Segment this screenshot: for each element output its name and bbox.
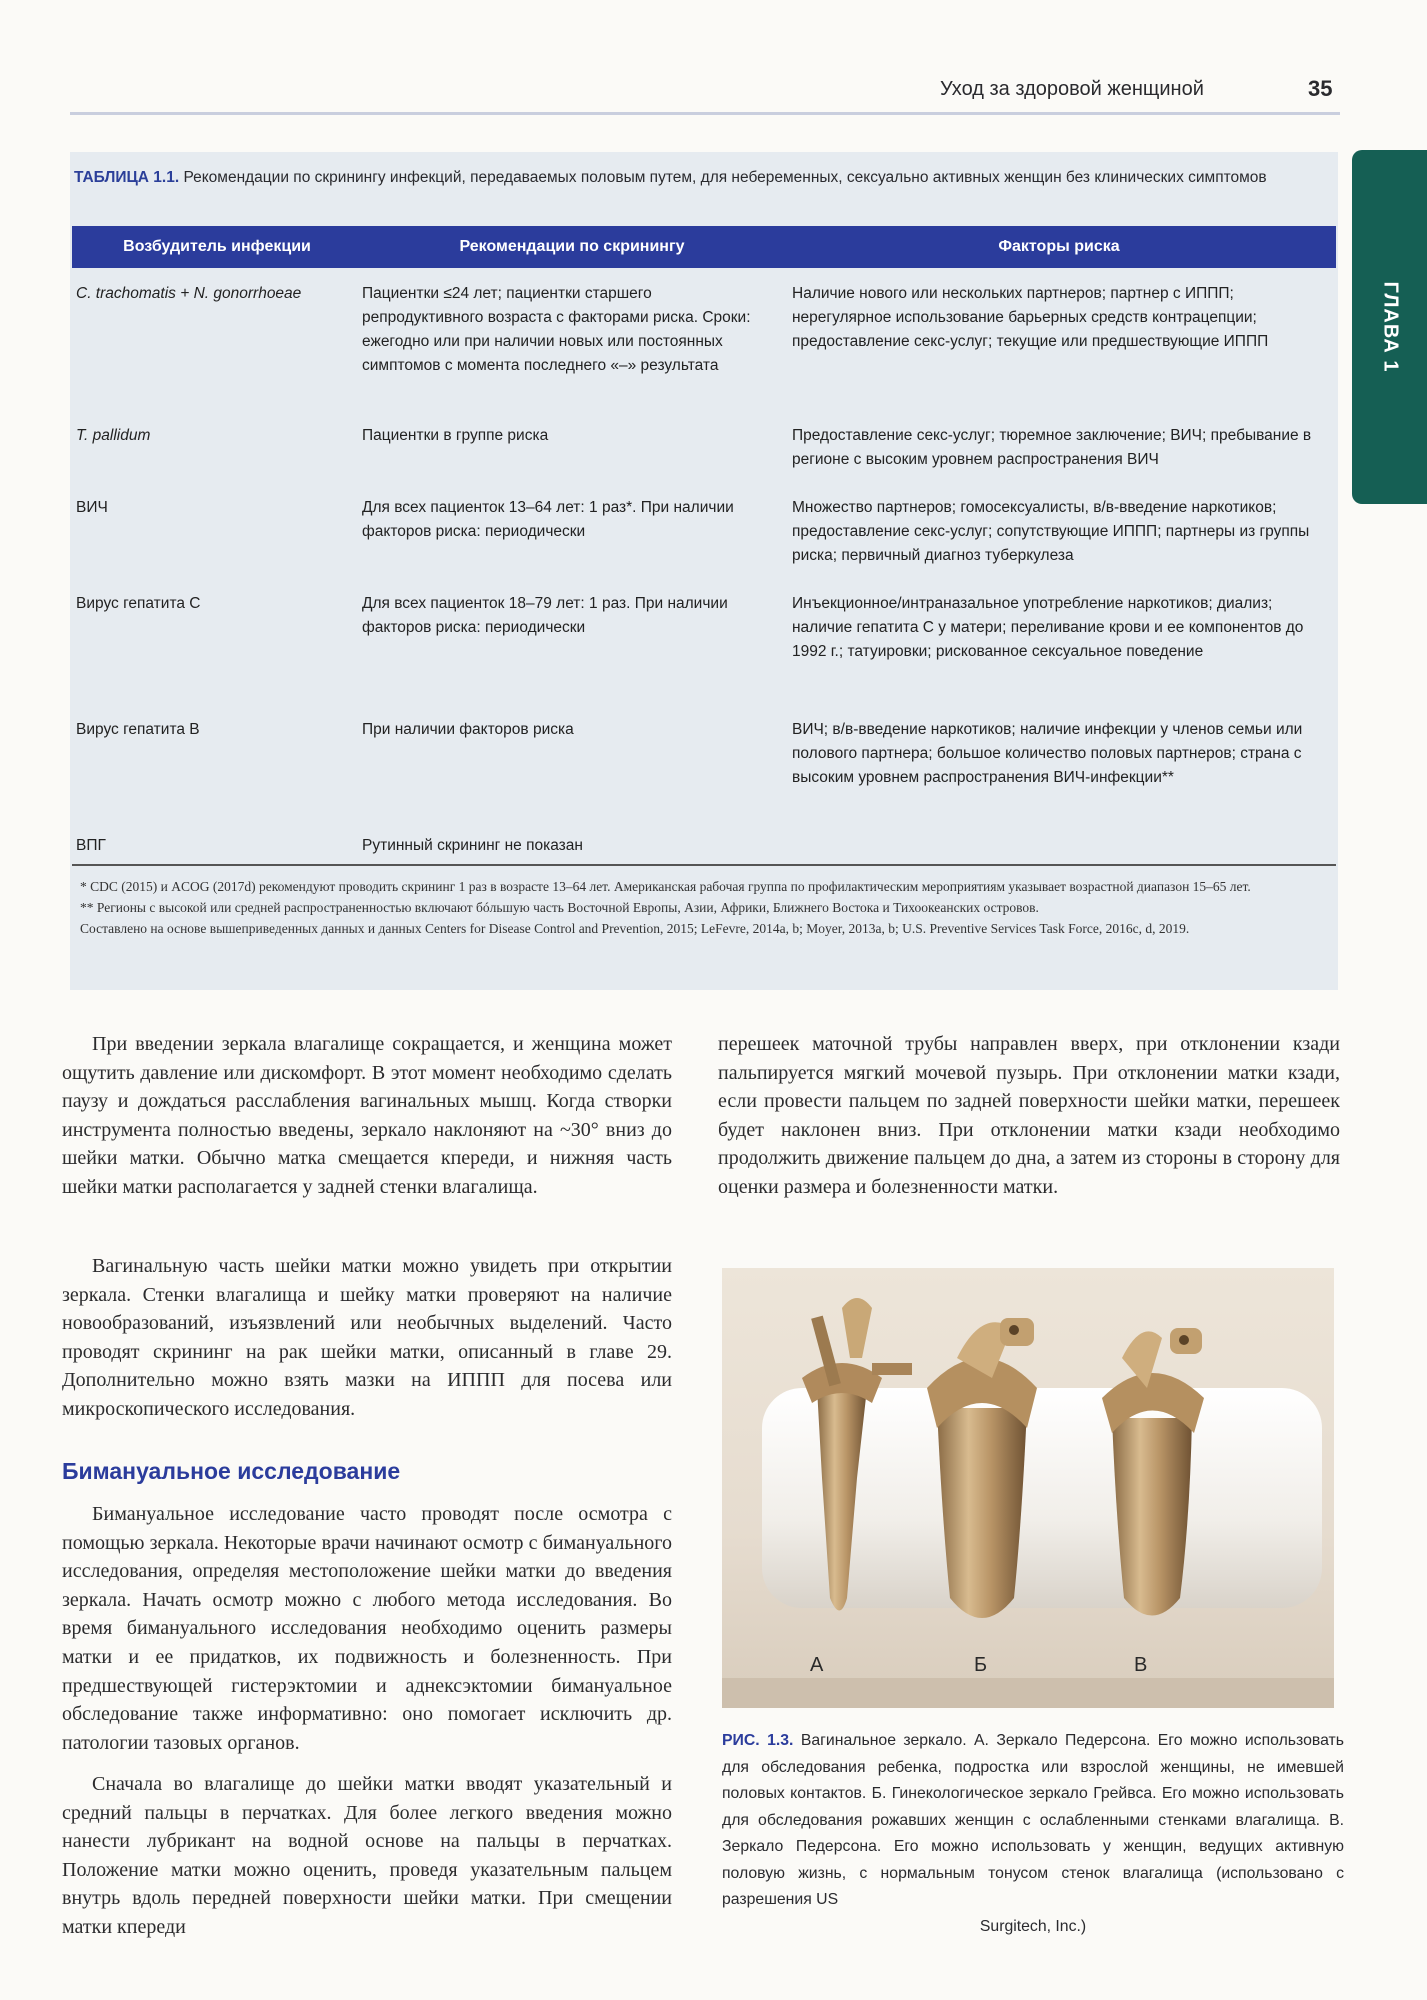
figure-caption-text: Вагинальное зеркало. А. Зеркало Педерсона. Его можно использовать для обследования ребенка, подростка или взрослой женщины, не имевшей половых контактов. Б. Гинекологическое зеркало Грейвса. Его можно использовать для обследования рожавших женщин с ослабленными стенками влагалища. В. Зеркало Педерсона. Его можно использовать у женщин, ведущих активную половую жизнь, с нормальным тонусом стенок влагалища (использовано с разрешения US (722, 1732, 1344, 1908)
table-cell-agent: C. trachomatis + N. gonorrhoeae (76, 285, 302, 302)
figure-label-c: В (1134, 1654, 1148, 1676)
table-cell-agent: ВПГ (76, 837, 106, 854)
table-cell-risk: ВИЧ; в/в-введение наркотиков; наличие инфекции у членов семьи или полового партнера; большое количество половых партнеров; страна с высоким уровнем распространения ВИЧ-инфекции** (792, 721, 1303, 786)
table-bottom-rule (72, 864, 1336, 866)
table-cell-screening: Для всех пациенток 13–64 лет: 1 раз*. При наличии факторов риска: периодически (362, 499, 734, 540)
table-cell-screening: Рутинный скрининг не показан (362, 837, 583, 854)
chapter-tab-label: ГЛАВА 1 (1379, 281, 1401, 373)
table-cell-agent: Вирус гепатита B (76, 721, 200, 738)
running-title: Уход за здоровой женщиной (940, 78, 1204, 100)
table-note: ** Регионы с высокой или средней распространенностью включают бóльшую часть Восточной Европы, Азии, Африки, Ближнего Востока и Тихоокеанских островов. (80, 900, 1039, 915)
table-header-screening: Рекомендации по скринингу (459, 238, 685, 255)
table-caption (74, 166, 1324, 190)
chapter-tab (1352, 150, 1427, 504)
table-cell-risk: Наличие нового или нескольких партнеров; партнер с ИППП; нерегулярное использование барьерных средств контрацепции; предоставление секс-услуг; текущие или предшествующие ИППП (792, 285, 1269, 350)
figure-label-b: Б (974, 1654, 988, 1676)
body-paragraph: Сначала во влагалище до шейки матки вводят указательный и средний пальцы в перчатках. Для более легкого введения можно нанести лубрикант на водной основе на пальцы в перчатках. Положение матки можно оценить, проведя указательным пальцем внутрь вдоль передней поверхности шейки матки. При смещении матки кпереди (62, 1773, 672, 1938)
table-cell-screening: Для всех пациенток 18–79 лет: 1 раз. При наличии факторов риска: периодически (362, 595, 728, 636)
body-paragraph: перешеек маточной трубы направлен вверх, при отклонении кзади пальпируется мягкий мочевой пузырь. При отклонении матки кзади, если провести пальцем по задней поверхности шейки матки, перешеек будет наклонен вниз. При отклонении матки кзади необходимо продолжить движение пальцем до дна, а затем из стороны в сторону для оценки размера и болезненности матки. (718, 1033, 1340, 1198)
table-cell-screening: При наличии факторов риска (362, 721, 574, 738)
figure-caption-credit: Surgitech, Inc.) (979, 1917, 1087, 1935)
table-cell-screening: Пациентки в группе риска (362, 427, 549, 444)
figure-caption (722, 1728, 1344, 1940)
table-caption-text: Рекомендации по скринингу инфекций, передаваемых половым путем, для небеременных, сексуально активных женщин без клинических симптомов (183, 169, 1267, 186)
speculum-figure (722, 1268, 1334, 1708)
section-heading: Бимануальное исследование (62, 1458, 401, 1484)
table-cell-risk: Множество партнеров; гомосексуалисты, в/в-введение наркотиков; предоставление секс-услуг; сопутствующие ИППП; партнеры из группы риска; первичный диагноз туберкулеза (792, 499, 1310, 564)
table-note: * CDC (2015) и ACOG (2017d) рекомендуют проводить скрининг 1 раз в возрасте 13–64 лет. Американская рабочая группа по профилактическим мероприятиям указывает возрастной диапазон 15–65 лет. (80, 879, 1251, 894)
speculum-illustration (722, 1268, 1334, 1708)
body-paragraph: Бимануальное исследование часто проводят после осмотра с помощью зеркала. Некоторые врачи начинают осмотр с бимануального исследования, определяя местоположение шейки матки до введения зеркала. Начать осмотр можно с любого метода исследования. Во время бимануального исследования необходимо оценить размеры матки и ее придатков, их подвижность и болезненность. При предшествующей гистерэктомии и аднексэктомии бимануальное обследование также информативно: оно помогает исключить др. патологии тазовых органов. (62, 1503, 672, 1754)
body-paragraph: Вагинальную часть шейки матки можно увидеть при открытии зеркала. Стенки влагалища и шейку матки проверяют на наличие новообразований, изъязвлений или необычных выделений. Часто проводят скрининг на рак шейки матки, описанный в главе 29. Дополнительно можно взять мазки на ИППП для посева или микроскопического исследования. (62, 1255, 672, 1420)
table-cell-risk: Инъекционное/интраназальное употребление наркотиков; диализ; наличие гепатита C у матери; переливание крови и ее компонентов до 1992 г.; татуировки; рискованное сексуальное поведение (792, 595, 1304, 660)
table-header-agent: Возбудитель инфекции (123, 238, 311, 255)
table-1-1 (70, 152, 1338, 990)
table-cell-agent: ВИЧ (76, 499, 108, 516)
table-cell-agent: T. pallidum (76, 427, 151, 444)
table-header-risk: Факторы риска (998, 238, 1120, 255)
table-header-row (72, 226, 1336, 268)
header-rule (70, 112, 1340, 115)
table-cell-screening: Пациентки ≤24 лет; пациентки старшего репродуктивного возраста с факторами риска. Сроки: ежегодно или при наличии новых или постоянных симптомов с момента последнего «–» результата (362, 285, 751, 374)
table-notes (80, 876, 1330, 939)
figure-caption-label: РИС. 1.3. (722, 1732, 794, 1749)
table-note: Составлено на основе вышеприведенных данных и данных Centers for Disease Control and Prevention, 2015; LeFevre, 2014a, b; Moyer, 2013a, b; U.S. Preventive Services Task Force, 2016c, d, 2019. (80, 921, 1190, 936)
table-caption-label: ТАБЛИЦА 1.1. (74, 169, 180, 186)
table-cell-risk: Предоставление секс-услуг; тюремное заключение; ВИЧ; пребывание в регионе с высоким уровнем распространения ВИЧ (792, 427, 1312, 468)
page-number: 35 (1308, 76, 1333, 101)
figure-label-a: А (810, 1654, 824, 1676)
body-paragraph: При введении зеркала влагалище сокращается, и женщина может ощутить давление или дискомфорт. В этот момент необходимо сделать паузу и дождаться расслабления вагинальных мышц. Когда створки инструмента полностью введены, зеркало наклоняют на ~30° вниз до шейки матки. Обычно матка смещается кпереди, и нижняя часть шейки матки располагается у задней стенки влагалища. (62, 1033, 672, 1198)
table-cell-agent: Вирус гепатита C (76, 595, 201, 612)
